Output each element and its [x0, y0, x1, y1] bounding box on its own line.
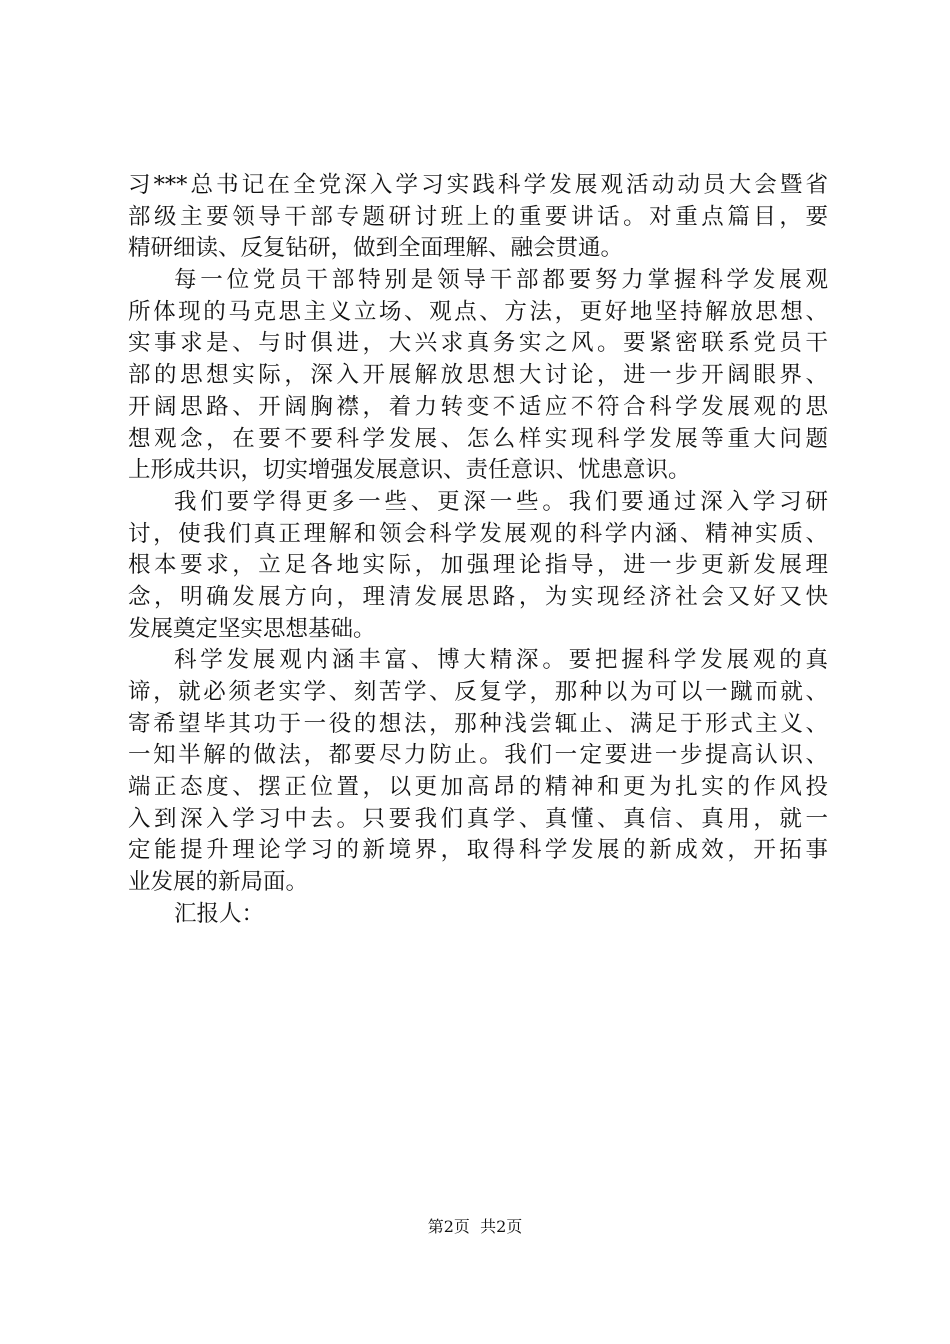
text-line: 定能提升理论学习的新境界，取得科学发展的新成效，开拓事 [128, 837, 828, 864]
text-line: 发展奠定坚实思想基础。 [128, 615, 376, 642]
text-line: 入到深入学习中去。只要我们真学、真懂、真信、真用，就一 [128, 805, 828, 832]
paragraph-first-line: 科学发展观内涵丰富、博大精深。要把握科学发展观的真 [174, 647, 828, 674]
text-line: 业发展的新局面。 [128, 869, 309, 896]
paragraph-first-line: 我们要学得更多一些、更深一些。我们要通过深入学习研 [174, 488, 828, 515]
text-line: 根本要求，立足各地实际，加强理论指导，进一步更新发展理 [128, 552, 828, 579]
reporter-label: 汇报人： [174, 900, 265, 927]
text-line: 寄希望毕其功于一役的想法，那种浅尝辄止、满足于形式主义、 [128, 710, 828, 737]
text-line: 上形成共识，切实增强发展意识、责任意识、忧患意识。 [128, 457, 691, 484]
text-line: 端正态度、摆正位置，以更加高昂的精神和更为扎实的作风投 [128, 774, 828, 801]
text-line: 实事求是、与时俱进，大兴求真务实之风。要紧密联系党员干 [128, 330, 828, 357]
page-footer [0, 1216, 950, 1238]
paragraph-first-line: 每一位党员干部特别是领导干部都要努力掌握科学发展观 [174, 267, 828, 294]
text-line: 一知半解的做法，都要尽力防止。我们一定要进一步提高认识、 [128, 742, 828, 769]
text-line: 想观念，在要不要科学发展、怎么样实现科学发展等重大问题 [128, 425, 828, 452]
text-line: 精研细读、反复钻研，做到全面理解、融会贯通。 [128, 235, 624, 262]
text-line: 念，明确发展方向，理清发展思路，为实现经济社会又好又快 [128, 583, 828, 610]
text-line: 讨，使我们真正理解和领会科学发展观的科学内涵、精神实质、 [128, 520, 828, 547]
text-line: 部级主要领导干部专题研讨班上的重要讲话。对重点篇目，要 [128, 203, 828, 230]
text-line: 部的思想实际，深入开展解放思想大讨论，进一步开阔眼界、 [128, 362, 828, 389]
text-line: 习***总书记在全党深入学习实践科学发展观活动动员大会暨省 [128, 172, 828, 198]
text-line: 所体现的马克思主义立场、观点、方法，更好地坚持解放思想、 [128, 298, 828, 325]
text-line: 谛，就必须老实学、刻苦学、反复学，那种以为可以一蹴而就、 [128, 679, 828, 705]
text-line: 开阔思路、开阔胸襟，着力转变不适应不符合科学发展观的思 [128, 393, 828, 420]
document-body [128, 170, 828, 931]
page-number: 第2页 共2页 [427, 1217, 523, 1236]
